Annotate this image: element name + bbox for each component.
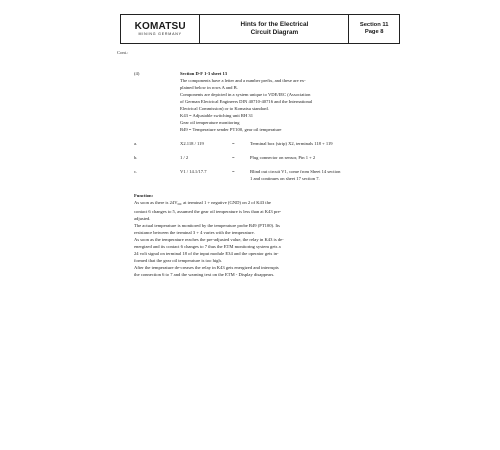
function-line: resistance between the terminal 3 + 4 varies with the temperature.	[134, 230, 255, 235]
section-line: Components are depicted in a system unique to VDE/IEC (Association	[180, 92, 311, 97]
item-description: Blind out circuit V1, come from Sheet 14 section	[250, 169, 341, 174]
item-key: 1 / 2	[180, 155, 189, 160]
section-line: B49 = Temperature sender PT100, gear oil temperature	[180, 127, 282, 132]
function-line: the connection 6 to 7 and the warning text on the ETM - Display disappears.	[134, 272, 275, 277]
function-line: The actual temperature is monitored by the temperature probe B49 (PT100). Its	[134, 223, 280, 228]
list-item	[134, 140, 380, 147]
section-line: plained below in rows A and B.	[180, 85, 238, 90]
continuation-label: Cont.:	[117, 50, 129, 55]
section-line: Electrical Commission) or to Komatsu standard.	[180, 106, 269, 111]
item-key: X2.118 / 119	[180, 141, 204, 146]
section-number-label: (4)	[134, 71, 140, 76]
logo-block	[121, 15, 200, 43]
company-logo-subtitle: MINING GERMANY	[138, 31, 182, 36]
item-key: V1 / 14.1/17.7	[180, 169, 207, 174]
document-body	[134, 70, 380, 278]
document-title-line-1: Hints for the Electrical	[240, 21, 309, 28]
company-logo: KOMATSU	[134, 20, 186, 32]
item-description: 1 and continues on sheet 17 section 7.	[250, 176, 320, 181]
section-line: K43 = Adjustable switching unit RH 31	[180, 113, 254, 118]
function-heading: Function:	[134, 193, 154, 198]
section-block	[134, 70, 380, 133]
function-line: As soon as the temperature reaches the pre-adjusted value, the relay in K43 is de-	[134, 237, 284, 242]
section-number: Section 11	[359, 21, 389, 28]
function-line: energized and its contact 6 changes to 7 thus the ETM monitoring system gets a	[134, 244, 281, 249]
section-line: of German Electrical Engineers DIN 40710-40716 and the International	[180, 99, 313, 104]
document-header	[120, 14, 400, 44]
function-line: adjusted.	[134, 216, 151, 221]
list-item	[134, 154, 380, 161]
section-line: The components have a letter and a number prefix, and these are ex-	[180, 78, 306, 83]
page-number: Page 8	[364, 29, 384, 35]
function-line: After the temperature de-creases the relay in K43 gets energized and interrupts	[134, 265, 279, 270]
list-item	[134, 168, 380, 182]
item-letter: a.	[134, 141, 138, 146]
function-block	[134, 192, 380, 278]
item-equals: =	[232, 169, 235, 174]
section-page-block	[349, 15, 399, 43]
function-line: 24 volt signal on terminal 18 of the input module E34 and the operator gets in-	[134, 251, 279, 256]
item-description: Plug connector on sensor, Pin 1 + 2	[250, 155, 316, 160]
item-description: Terminal box (strip) X2, terminals 118 + 119	[250, 141, 333, 146]
item-equals: =	[232, 155, 235, 160]
function-line	[134, 199, 380, 208]
item-letter: c.	[134, 169, 138, 174]
function-line-end: at terminal 1 + negative (GND) on 2 of K43 the	[181, 200, 271, 205]
section-line: Gear oil temperature monitoring	[180, 120, 240, 125]
item-letter: b.	[134, 155, 138, 160]
function-line-start: As soon as there is 24V	[134, 200, 178, 205]
document-title-line-2: Circuit Diagram	[250, 29, 299, 36]
function-line: contact 6 changes to 5, assumed the gear oil temperature is less than at K43 pre-	[134, 209, 282, 214]
document-title-block	[200, 15, 349, 43]
dc-subscript: DC	[177, 202, 182, 206]
function-line: formed that the gear oil temperature is too high.	[134, 258, 222, 263]
section-heading: Section D-F 1-3 sheet 13	[180, 71, 228, 76]
item-equals: =	[232, 141, 235, 146]
